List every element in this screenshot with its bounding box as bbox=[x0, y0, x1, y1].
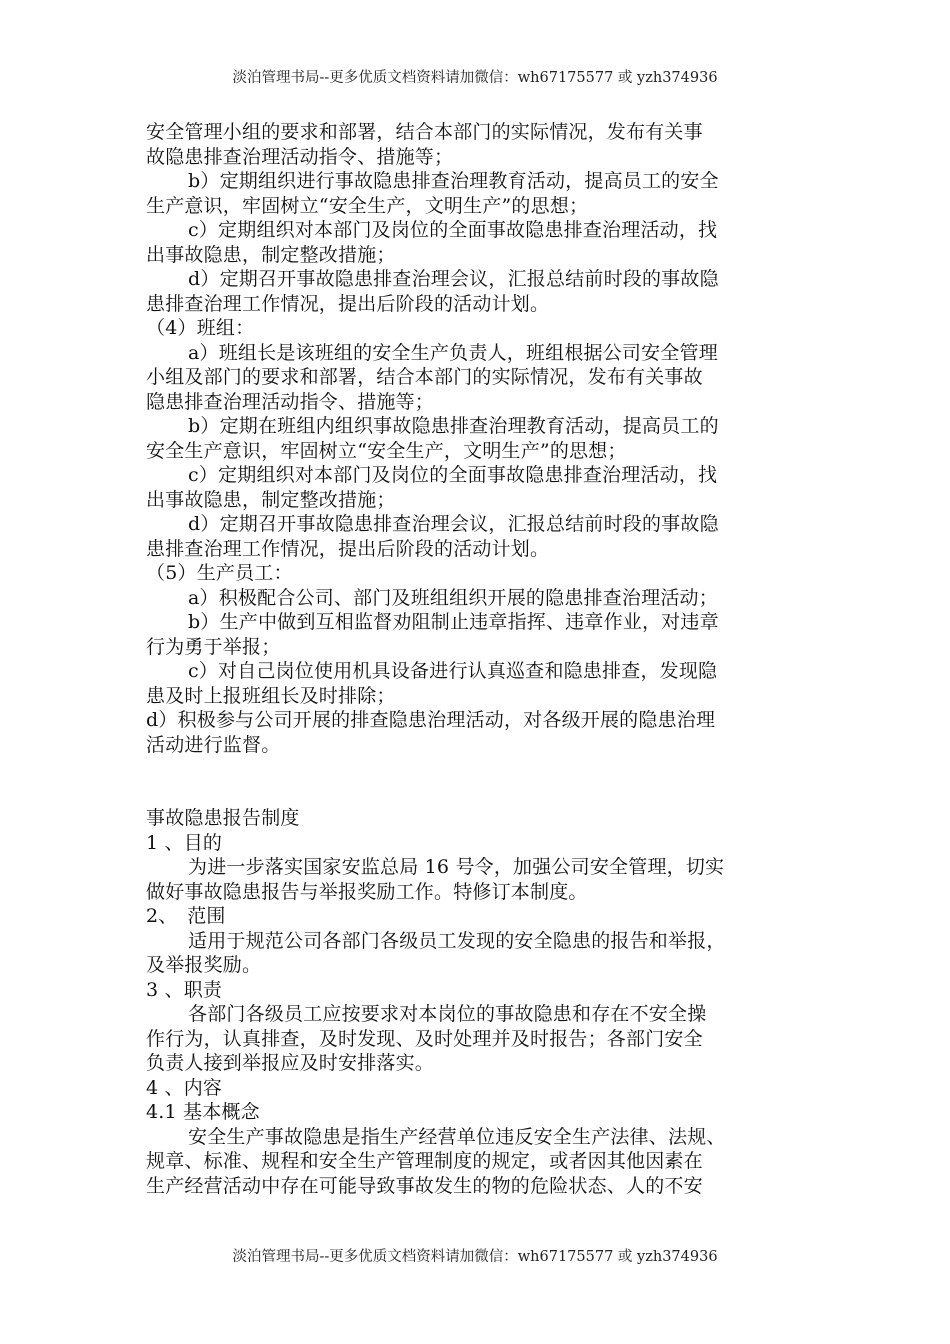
page-footer: 淡泊管理书局--更多优质文档资料请加微信：wh67175577 或 yzh374936 bbox=[232, 1249, 718, 1265]
text-line: 生产意识，牢固树立“安全生产，文明生产”的思想； bbox=[146, 194, 589, 217]
text-line: 为进一步落实国家安监总局 16 号令，加强公司安全管理，切实 bbox=[188, 856, 725, 878]
document-body bbox=[146, 120, 836, 1198]
text-line: 安全管理小组的要求和部署，结合本部门的实际情况，发布有关事 bbox=[146, 121, 703, 143]
spacer bbox=[146, 782, 836, 807]
text-line: 3 、职责 bbox=[146, 978, 223, 1001]
text-line: 4 、内容 bbox=[146, 1076, 223, 1099]
text-line: 安全生产事故隐患是指生产经营单位违反安全生产法律、法规、 bbox=[188, 1125, 726, 1148]
text-line: b）生产中做到互相监督劝阻制止违章指挥、违章作业，对违章 bbox=[188, 611, 719, 633]
text-line: 患排查治理工作情况，提出后阶段的活动计划。 bbox=[146, 537, 550, 560]
text-line: 安全生产意识，牢固树立“安全生产，文明生产”的思想； bbox=[146, 439, 627, 462]
section-hazard-report-system bbox=[146, 806, 836, 1198]
text-line: （4）班组： bbox=[146, 317, 255, 339]
text-line: 事故隐患报告制度 bbox=[146, 807, 300, 829]
text-line: 2、 范围 bbox=[146, 905, 226, 927]
text-line: a）班组长是该班组的安全生产负责人，班组根据公司安全管理 bbox=[188, 341, 718, 364]
text-line: d）定期召开事故隐患排查治理会议，汇报总结前时段的事故隐 bbox=[188, 513, 719, 535]
text-line: （5）生产员工： bbox=[146, 562, 293, 584]
text-line: 小组及部门的要求和部署，结合本部门的实际情况，发布有关事故 bbox=[146, 366, 703, 388]
text-line: 做好事故隐患报告与举报奖励工作。特修订本制度。 bbox=[146, 880, 588, 903]
spacer bbox=[146, 757, 836, 782]
text-line: c）定期组织对本部门及岗位的全面事故隐患排查治理活动，找 bbox=[188, 464, 718, 486]
text-line: 患及时上报班组长及时排除； bbox=[146, 684, 396, 707]
text-line: 行为勇于举报； bbox=[146, 635, 281, 658]
text-line: 出事故隐患，制定整改措施； bbox=[146, 243, 396, 266]
text-line: 1 、目的 bbox=[146, 831, 223, 854]
text-line: 各部门各级员工应按要求对本岗位的事故隐患和存在不安全操 bbox=[188, 1003, 707, 1025]
text-line: 隐患排查治理活动指令、措施等； bbox=[146, 390, 435, 413]
text-line: 活动进行监督。 bbox=[146, 733, 281, 756]
text-line: 负责人接到举报应及时安排落实。 bbox=[146, 1052, 435, 1074]
text-line: 适用于规范公司各部门各级员工发现的安全隐患的报告和举报， bbox=[188, 929, 726, 952]
text-line: 4.1 基本概念 bbox=[146, 1101, 260, 1123]
page-header: 淡泊管理书局--更多优质文档资料请加微信：wh67175577 或 yzh374936 bbox=[232, 70, 718, 86]
text-line: 出事故隐患，制定整改措施； bbox=[146, 488, 396, 511]
text-line: 规章、标准、规程和安全生产管理制度的规定，或者因其他因素在 bbox=[146, 1150, 703, 1172]
text-line: b）定期组织进行事故隐患排查治理教育活动，提高员工的安全 bbox=[188, 170, 719, 192]
text-line: b）定期在班组内组织事故隐患排查治理教育活动，提高员工的 bbox=[188, 415, 719, 437]
text-line: 作行为，认真排查，及时发现、及时处理并及时报告；各部门安全 bbox=[146, 1027, 703, 1050]
text-line: d）积极参与公司开展的排查隐患治理活动，对各级开展的隐患治理 bbox=[146, 709, 716, 731]
text-line: c）对自己岗位使用机具设备进行认真巡查和隐患排查，发现隐 bbox=[188, 660, 718, 682]
text-line: 及举报奖励。 bbox=[146, 954, 262, 976]
section-responsibilities bbox=[146, 120, 836, 757]
text-line: a）积极配合公司、部门及班组组织开展的隐患排查治理活动； bbox=[188, 586, 718, 609]
text-line: c）定期组织对本部门及岗位的全面事故隐患排查治理活动，找 bbox=[188, 219, 718, 241]
text-line: d）定期召开事故隐患排查治理会议，汇报总结前时段的事故隐 bbox=[188, 268, 719, 290]
text-line: 生产经营活动中存在可能导致事故发生的物的危险状态、人的不安 bbox=[146, 1174, 703, 1197]
text-line: 故隐患排查治理活动指令、措施等； bbox=[146, 145, 454, 168]
text-line: 患排查治理工作情况，提出后阶段的活动计划。 bbox=[146, 292, 550, 315]
